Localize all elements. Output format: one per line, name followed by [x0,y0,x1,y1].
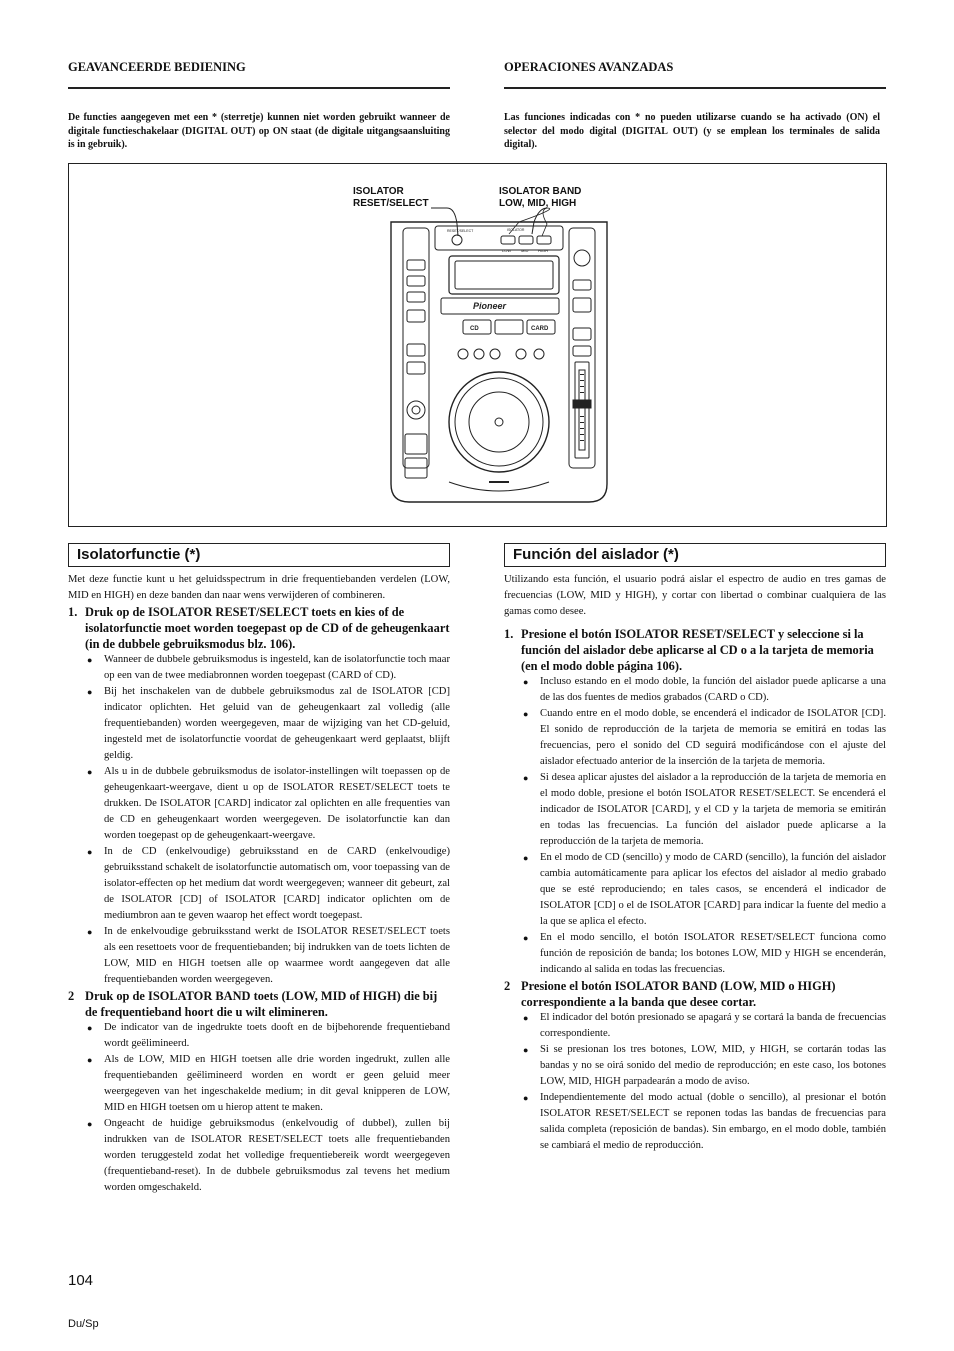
header-rule-right [504,87,886,89]
callout-isolator-reset: ISOLATOR RESET/SELECT [353,186,429,209]
language-code: Du/Sp [68,1318,99,1330]
list-item: ● En el modo de CD (sencillo) y modo de CARD (sencillo), la función del aislador cambia automáticamente para aplicar los efectos del aislador al medio grabado que se esté reproduciendo; en tales casos, se encenderá el indicador de ISOLATOR [CD] o el de ISOLATOR [CARD] para indicar la fuente del medio a la que se aplica el efecto. [540,850,886,930]
card-button-label: CARD [531,326,549,332]
intro-paragraph-es: Utilizando esta función, el usuario podrá aislar el espectro de audio en tres gamas de frecuencias (LOW, MID y HIGH), y cortar con libertad o combinar cualquiera de las gamas como desee. [504,574,886,617]
callout-isolator-band: ISOLATOR BAND LOW, MID, HIGH [499,186,582,209]
list-item: ● Als de LOW, MID en HIGH toetsen alle drie worden ingedrukt, zullen alle frequentiebanden geëlimineerd worden en wordt er geen geluid meer weergegeven van het ingeschakelde medium; in dit geval knipperen de LOW, MID en HIGH toetsen om u hierop attent te maken. [104,1052,450,1116]
list-item: ● Ongeacht de huidige gebruiksmodus (enkelvoudig of dubbel), zullen bij indrukken van de ISOLATOR RESET/SELECT toets alle frequentiebanden worden teruggesteld zodat het volledige frequentiebereik wordt weergegeven (frequentieband-reset). In de dubbele gebruiksmodus zal tevens het medium worden omgeschakeld. [104,1116,450,1196]
list-item: ● Independientemente del modo actual (doble o sencillo), al presionar el botón ISOLATOR RESET/SELECT se reponen todas las bandas de frecuencias para salida completa (reposición de bandas). Sin embargo, en el modo doble, también se cambiará el medio de reproducción. [540,1090,886,1154]
list-item: ● Cuando entre en el modo doble, se encenderá el indicador de ISOLATOR [CD]. El sonido de reproducción de la tarjeta de memoria se emitirá en todas las frecuencias, pero el sonido del CD seguirá modificándose con el ajuste del aislador efectuado anterior de la inserción de la tarjeta de memoria. [540,706,886,770]
list-item: ● El indicador del botón presionado se apagará y se cortará la banda de frecuencias correspondiente. [540,1010,886,1042]
step-1-nl: 1. Druk op de ISOLATOR RESET/SELECT toets en kies of de isolatorfunctie moet worden toegepast op de CD of de geheugenkaart (in de dubbele gebruiksmodus blz. 106). [68,605,450,651]
brand-logo: Pioneer [473,301,507,311]
column-es [504,572,886,1154]
step-2-es: 2 Presione el botón ISOLATOR BAND (LOW, MID o HIGH) correspondiente a la banda que desee cortar. [504,979,836,1009]
column-nl [68,572,450,1196]
list-item: ● Si se presionan los tres botones, LOW, MID, y HIGH, se cortarán todas las bandas y no se oirá sonido del medio de reproducción; en este caso, los botones LOW, MID, HIGH parpadearán a modo de aviso. [540,1042,886,1090]
device-figure [68,163,887,527]
section-title-nl: Isolatorfunctie (*) [68,543,450,567]
list-item: ● Bij het inschakelen van de dubbele gebruiksmodus zal de ISOLATOR [CD] indicator oplichten. Het geluid van de geheugenkaart zal volledig (alle frequentiebanden) worden weergegeven, maar de wijziging van het CD-geluid, ingesteld met de isolatorfunctie voordat de geheugenkaart werd geplaatst, blijft geldig. [104,684,450,764]
intro-note-es: Las funciones indicadas con * no pueden utilizarse cuando se ha activado (ON) el selector del modo digital (DIGITAL OUT) (y se emplean los terminales de salida digital). [504,112,880,150]
header-rule-left [68,87,450,89]
list-item: ● Incluso estando en el modo doble, la función del aislador puede aplicarse a una de las dos fuentes de medios grabados (CARD o CD). [540,674,886,706]
high-label: HIGH [538,248,548,253]
step-1-bullets-nl [68,652,450,988]
step-2-nl: 2 Druk op de ISOLATOR BAND toets (LOW, MID of HIGH) die bij de frequentieband hoort die u wilt elimineren. [68,989,438,1019]
step-1-bullets-es [504,674,886,978]
intro-paragraph-nl: Met deze functie kunt u het geluidsspectrum in drie frequentiebanden verdelen (LOW, MID en HIGH) en deze banden dan naar wens verwijderen of combineren. [68,574,450,601]
list-item: ● In de enkelvoudige gebruiksstand werkt de ISOLATOR RESET/SELECT toets als een resettoets voor de frequentiebanden; bij indrukken van de toets lichten de LOW, MID en HIGH toetsen alle op waarmee wordt aangegeven dat alle frequentiebanden worden weergegeven. [104,924,450,988]
reset-select-label: RESET/SELECT [447,229,474,233]
isolator-label: ISOLATOR [507,228,525,232]
low-label: LOW [502,248,512,253]
list-item: ● De indicator van de ingedrukte toets dooft en de bijbehorende frequentieband wordt geëlimineerd. [104,1020,450,1052]
section-header-nl: GEAVANCEERDE BEDIENING [68,60,246,74]
intro-note-nl: De functies aangegeven met een * (sterretje) kunnen niet worden gebruikt wanneer de digitale functieschakelaar (DIGITAL OUT) op ON staat (de digitale uitgangsaansluiting is in gebruik). [68,112,450,150]
list-item: ● En el modo sencillo, el botón ISOLATOR RESET/SELECT funciona como función de reposición de banda; los botones LOW, MID y HIGH se encenderán, indicando al salida en todas las frecuencias. [540,930,886,978]
list-item: ● Als u in de dubbele gebruiksmodus de isolator-instellingen wilt toepassen op de geheugenkaart-weergave, dient u op de ISOLATOR RESET/SELECT toets te drukken. De ISOLATOR [CARD] indicator zal oplichten en alle frequenties van de CD en geheugenkaart worden weergegeven. De isolatorfunctie kan dan worden toegepast op de geheugenkaart-weergave. [104,764,450,844]
page-number: 104 [68,1272,94,1289]
section-title-es: Función del aislador (*) [504,543,886,567]
cdj-device-illustration [69,164,888,528]
step-2-bullets-nl [68,1020,450,1196]
section-header-es: OPERACIONES AVANZADAS [504,60,674,74]
list-item: ● Wanneer de dubbele gebruiksmodus is ingesteld, kan de isolatorfunctie toch maar op een van de twee mediabronnen worden toegepast (CARD of CD). [104,652,450,684]
cd-button-label: CD [470,326,479,332]
list-item: ● In de CD (enkelvoudige) gebruiksstand en de CARD (enkelvoudige) gebruiksstand schakelt de isolatorfunctie automatisch om, voor toepassing van de isolator-effecten op het medium dat wordt weergegeven; wanneer dit gebeurt, zal de ISOLATOR [CD] of ISOLATOR [CARD] indicator oplichten om de mediumbron aan te geven waarop het effect wordt toegepast. [104,844,450,924]
step-1-es: 1. Presione el botón ISOLATOR RESET/SELECT y seleccione si la función del aislador debe aplicarse al CD o a la tarjeta de memoria (en el modo doble página 106). [504,627,874,673]
list-item: ● Si desea aplicar ajustes del aislador a la reproducción de la tarjeta de memoria en el modo doble, presione el botón ISOLATOR RESET/SELECT. Se encenderá el indicador de ISOLATOR [CARD], y el CD y la tarjeta de memoria se emitirán en todas las frecuencias. La función del aislador puede aplicarse a la reproducción de la tarjeta de memoria. [540,770,886,850]
mid-label: MID [521,248,529,253]
step-2-bullets-es [504,1010,886,1154]
